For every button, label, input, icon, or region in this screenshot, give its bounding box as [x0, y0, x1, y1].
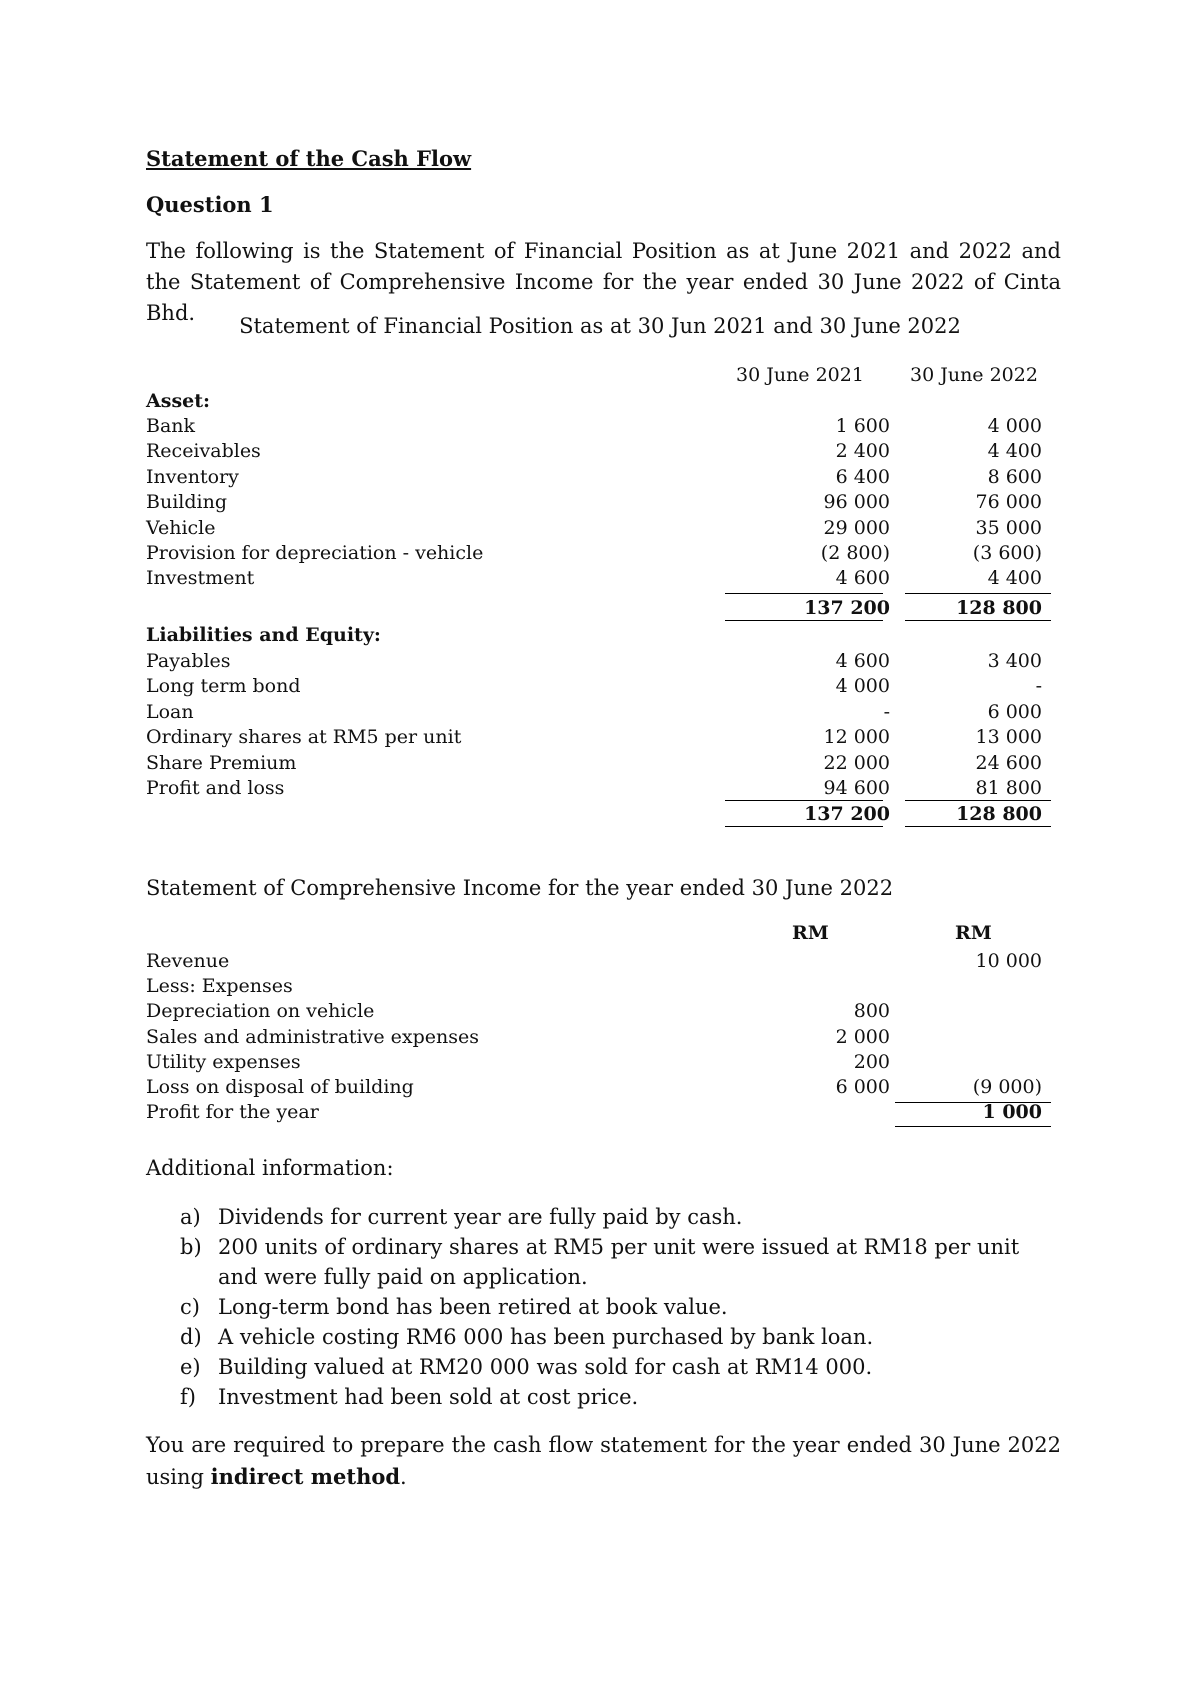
asset-row-value-1: 6 400	[835, 465, 890, 488]
assets-total-line-1	[725, 620, 883, 621]
asset-row-value-2: 8 600	[987, 465, 1042, 488]
asset-row-value-1: 2 400	[835, 440, 890, 463]
asset-row-value-2: 4 000	[987, 415, 1042, 437]
additional-item	[180, 1322, 1058, 1352]
liability-row-label: Profit and loss	[146, 777, 285, 799]
additional-item-marker: d)	[180, 1325, 202, 1349]
additional-item-text: Investment had been sold at cost price.	[218, 1385, 639, 1409]
liability-row-value-2: 13 000	[975, 726, 1042, 749]
sfp-heading: Statement of Financial Position as at 30 Jun 2021 and 30 June 2022	[239, 314, 961, 338]
question-heading: Question 1	[146, 192, 274, 217]
additional-item-marker: a)	[180, 1205, 201, 1229]
liability-row	[0, 701, 1200, 727]
asset-row-label: Vehicle	[146, 516, 216, 539]
required-text: You are required to prepare the cash flow statement for the year ended 30 June 2022 using	[146, 1433, 1061, 1489]
additional-item-text: Long-term bond has been retired at book value.	[218, 1295, 728, 1319]
sci-row	[0, 1051, 1200, 1077]
sci-col-rm-2: RM	[955, 922, 992, 944]
sci-row	[0, 1026, 1200, 1052]
additional-item	[180, 1202, 1058, 1232]
sfp-col-2021: 30 June 2021	[736, 364, 864, 386]
asset-row	[0, 491, 1200, 517]
sci-row-label: Utility expenses	[146, 1050, 301, 1073]
document-title: Statement of the Cash Flow	[146, 146, 472, 171]
liability-row-value-1: 94 600	[823, 777, 890, 799]
sci-row	[0, 975, 1200, 1001]
additional-item-text: Building valued at RM20 000 was sold for cash at RM14 000.	[218, 1355, 873, 1379]
additional-item-text: A vehicle costing RM6 000 has been purchased by bank loan.	[218, 1325, 874, 1349]
asset-row-value-2: 35 000	[975, 516, 1042, 539]
additional-item-marker: e)	[180, 1355, 201, 1379]
assets-subtotal-line-1	[725, 593, 883, 594]
sci-profit-line	[895, 1126, 1051, 1127]
additional-item	[180, 1352, 1058, 1382]
liability-row-value-2: 81 800	[975, 777, 1042, 799]
sci-row-value-2: 10 000	[975, 950, 1042, 972]
additional-item	[180, 1382, 1058, 1412]
asset-row	[0, 517, 1200, 543]
asset-row	[0, 567, 1200, 593]
liability-row-value-1: 4 600	[835, 650, 890, 672]
sci-row-value-2: (9 000)	[972, 1076, 1042, 1098]
additional-item	[180, 1292, 1058, 1322]
asset-row-value-1: 4 600	[835, 567, 890, 590]
assets-total-line-2	[905, 620, 1051, 621]
asset-row-value-2: 4 400	[987, 567, 1042, 590]
asset-row-label: Investment	[146, 567, 255, 590]
asset-row	[0, 440, 1200, 466]
additional-item-marker: c)	[180, 1295, 200, 1319]
sci-row	[0, 1101, 1200, 1127]
sci-row-label: Revenue	[146, 950, 230, 972]
asset-row	[0, 466, 1200, 492]
liab-total-2022: 128 800	[956, 803, 1042, 825]
sci-row	[0, 1076, 1200, 1102]
asset-row	[0, 415, 1200, 441]
liability-row	[0, 752, 1200, 778]
additional-item	[180, 1232, 1058, 1292]
liability-row	[0, 650, 1200, 676]
asset-row-label: Inventory	[146, 465, 239, 488]
sci-row-value-1: 800	[853, 1000, 890, 1023]
liability-row-value-2: 3 400	[987, 650, 1042, 672]
assets-total-2022: 128 800	[956, 597, 1042, 619]
asset-row-value-1: 96 000	[823, 491, 890, 514]
sci-col-rm-1: RM	[792, 922, 829, 944]
sci-row-value-1: 200	[853, 1050, 890, 1073]
asset-row-label: Bank	[146, 415, 196, 437]
sci-expense-line	[895, 1102, 1051, 1103]
assets-total-2021: 137 200	[804, 597, 890, 619]
additional-item-text: 200 units of ordinary shares at RM5 per unit were issued at RM18 per unit and were fully paid on application.	[218, 1235, 1020, 1289]
liabilities-heading: Liabilities and Equity:	[146, 624, 381, 646]
asset-row-value-1: 29 000	[823, 516, 890, 539]
assets-heading: Asset:	[146, 390, 211, 412]
sci-heading: Statement of Comprehensive Income for the year ended 30 June 2022	[146, 876, 894, 900]
asset-row-label: Provision for depreciation - vehicle	[146, 542, 484, 564]
required-bold: indirect method	[210, 1464, 401, 1489]
liability-row-value-2: 24 600	[975, 751, 1042, 774]
asset-row-value-2: 76 000	[975, 491, 1042, 514]
asset-row-value-2: 4 400	[987, 440, 1042, 463]
liab-total-2021: 137 200	[804, 803, 890, 825]
assets-subtotal-line-2	[905, 593, 1051, 594]
liability-row	[0, 726, 1200, 752]
required-paragraph	[146, 1430, 1061, 1493]
sci-row	[0, 950, 1200, 976]
asset-row-label: Building	[146, 491, 227, 514]
sfp-col-2022: 30 June 2022	[910, 364, 1038, 386]
liability-row-value-1: 22 000	[823, 751, 890, 774]
asset-row-label: Receivables	[146, 440, 261, 463]
liability-row-value-1: -	[883, 700, 890, 723]
liability-row-label: Payables	[146, 650, 231, 672]
additional-item-marker: b)	[180, 1235, 202, 1259]
liability-row-label: Long term bond	[146, 675, 301, 698]
liability-row-label: Loan	[146, 700, 194, 723]
liability-row-label: Ordinary shares at RM5 per unit	[146, 726, 462, 749]
liability-row-value-2: -	[1035, 675, 1042, 698]
required-suffix: .	[400, 1465, 407, 1489]
additional-item-text: Dividends for current year are fully paid by cash.	[218, 1205, 743, 1229]
liability-row-value-1: 12 000	[823, 726, 890, 749]
liability-row	[0, 675, 1200, 701]
liability-row-value-1: 4 000	[835, 675, 890, 698]
sci-row-value-1: 2 000	[835, 1025, 890, 1048]
sci-row-label: Profit for the year	[146, 1101, 319, 1124]
asset-row-value-1: (2 800)	[820, 542, 890, 564]
sci-row-value-1: 6 000	[835, 1076, 890, 1098]
sci-row	[0, 1000, 1200, 1026]
liab-total-line-1	[725, 826, 883, 827]
sci-row-label: Sales and administrative expenses	[146, 1025, 479, 1048]
liab-total-line-2	[905, 826, 1051, 827]
asset-row-value-2: (3 600)	[972, 542, 1042, 564]
additional-list	[180, 1202, 1058, 1412]
sci-row-label: Less: Expenses	[146, 975, 293, 998]
sci-row-value-2: 1 000	[982, 1101, 1042, 1124]
liability-row-label: Share Premium	[146, 751, 297, 774]
asset-row-value-1: 1 600	[835, 415, 890, 437]
asset-row	[0, 542, 1200, 568]
sci-row-label: Loss on disposal of building	[146, 1076, 414, 1098]
additional-heading: Additional information:	[146, 1156, 394, 1180]
sci-row-label: Depreciation on vehicle	[146, 1000, 375, 1023]
liab-subtotal-line-2	[905, 800, 1051, 801]
liab-subtotal-line-1	[725, 800, 883, 801]
liability-row-value-2: 6 000	[987, 700, 1042, 723]
intro-paragraph: The following is the Statement of Financial Position as at June 2021 and 2022 and the Statement of Comprehensive Income for the year ended 30 June 2022 of Cinta Bhd.	[146, 239, 1061, 325]
additional-item-marker: f)	[180, 1385, 196, 1409]
